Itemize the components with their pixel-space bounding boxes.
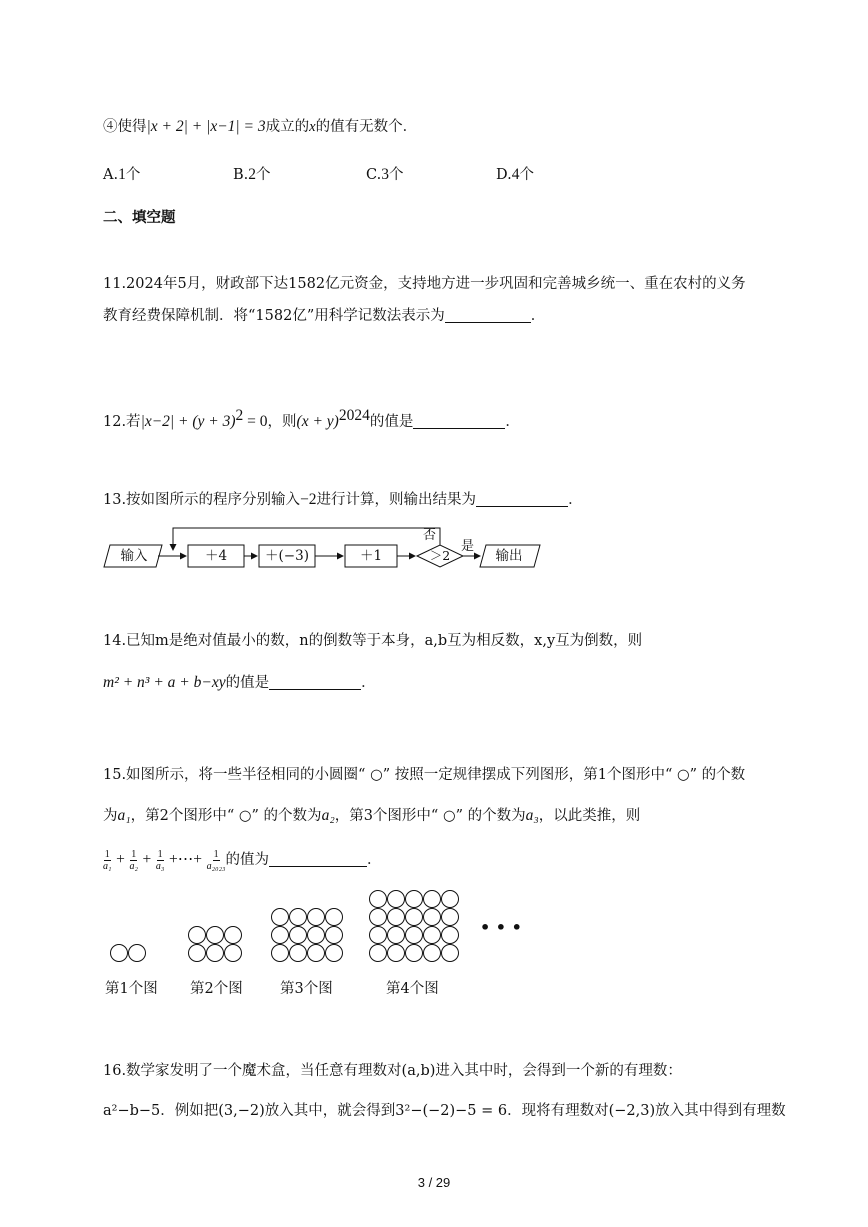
pattern-circle [405,908,423,926]
pattern-ellipsis: • • • [480,918,522,937]
pattern-circle [423,908,441,926]
fig-label-3: 第3个图 [280,981,333,997]
pattern-circle [369,926,387,944]
pattern-circle [405,944,423,962]
pattern-circle [369,908,387,926]
q15-line1: 15.如图所示，将一些半径相同的小圆圈“ ○” 按照一定规律摆成下列图形，第1个图形中“ ○” 的个数 [103,767,746,783]
pattern-circle [441,890,459,908]
pattern-circle [387,908,405,926]
pattern-circle [307,926,325,944]
q14-line1: 14.已知m是绝对值最小的数，n的倒数等于本身，a,b互为相反数，x,y互为倒数，则 [103,633,643,649]
q15-answer-blank[interactable] [269,851,367,867]
pattern-circle [224,926,242,944]
q11-line2: 教育经费保障机制．将“1582亿”用科学记数法表示为 ． [103,308,546,324]
pattern-circle [423,890,441,908]
q11-line1: 11.2024年5月，财政部下达1582亿元资金，支持地方进一步巩固和完善城乡统一、重在农村的义务 [103,276,746,292]
item-4-equation: |x + 2| + |x−1| = 3 [146,118,266,135]
q16-line1: 16.数学家发明了一个魔术盒，当任意有理数对(a,b)进入其中时，会得到一个新的有理数： [103,1063,682,1079]
pattern-circle [325,944,343,962]
fig-label-1: 第1个图 [105,981,158,997]
pattern-circle [289,944,307,962]
option-b[interactable]: B.2个 [233,166,271,183]
option-c[interactable]: C.3个 [366,166,404,183]
pattern-circle [325,926,343,944]
pattern-circle [188,944,206,962]
fig-label-2: 第2个图 [190,981,243,997]
pattern-circle [405,890,423,908]
pattern-circle [188,926,206,944]
pattern-circle [423,944,441,962]
pattern-circle [307,944,325,962]
pattern-circle [369,890,387,908]
flow-step2-label: ＋(−3) [265,548,309,564]
q14-line2: m² + n³ + a + b−xy的值是 ． [103,674,376,691]
item-4-marker: ④ [103,119,118,135]
flow-condition-label: ＞2 [429,548,451,563]
pattern-circle [387,890,405,908]
pattern-circle [441,908,459,926]
option-d[interactable]: D.4个 [496,166,534,183]
q11-answer-blank[interactable] [445,307,531,323]
q13-statement: 13.按如图所示的程序分别输入−2进行计算，则输出结果为 ． [103,491,583,508]
pattern-circle [441,926,459,944]
q13-answer-blank[interactable] [476,491,568,507]
flow-step3-label: ＋1 [359,548,383,564]
pattern-circle [224,944,242,962]
q15-line2: 为a₁，第2个图形中“ ○” 的个数为a₂，第3个图形中“ ○” 的个数为a₃，以此类推，则 [103,807,641,824]
pattern-circle [289,908,307,926]
pattern-circle [271,908,289,926]
pattern-circle [206,944,224,962]
section-heading: 二、填空题 [103,209,176,226]
q15-line3: $\frac{1}{\text{a₁}}$ + $\frac{1}{\text{a₂}}$ + $\frac{1}{\text{a₃}}$ +⋯+ $\frac{1}{\text{a₂₀₂₃}}$ 的值为 ． [103,848,382,872]
flow-no-label: 否 [423,528,437,543]
pattern-circle [206,926,224,944]
pattern-circle [387,944,405,962]
pattern-circle [289,926,307,944]
pattern-circle [307,908,325,926]
flow-output-label: 输出 [495,548,523,564]
item-4-statement: ④使得|x + 2| + |x−1| = 3成立的x的值有无数个． [103,118,418,135]
flow-input-label: 输入 [120,548,148,564]
pattern-circle [441,944,459,962]
pattern-circle [405,926,423,944]
pattern-circle [387,926,405,944]
q12-answer-blank[interactable] [413,413,505,429]
q16-line2: a²−b−5．例如把(3,−2)放入其中，就会得到3²−(−2)−5 = 6．现将有理数对(−2,3)放入其中得到有理数 [103,1103,786,1119]
option-a[interactable]: A.1个 [103,166,141,183]
fig-label-4: 第4个图 [386,981,439,997]
pattern-circle [369,944,387,962]
pattern-circle [271,926,289,944]
q14-answer-blank[interactable] [269,674,361,690]
pattern-circle [128,944,146,962]
pattern-circle [271,944,289,962]
pattern-circle [423,926,441,944]
flow-yes-label: 是 [461,539,475,554]
flow-step1-label: ＋4 [204,548,228,564]
pattern-circle [110,944,128,962]
q12-statement: 12.若$|x-2| + (y + 3)^2 = 0$，则$(x + y)^{2024}$的值是 ． [103,407,520,430]
pattern-circle [325,908,343,926]
page-number: 3 / 29 [417,1175,451,1190]
